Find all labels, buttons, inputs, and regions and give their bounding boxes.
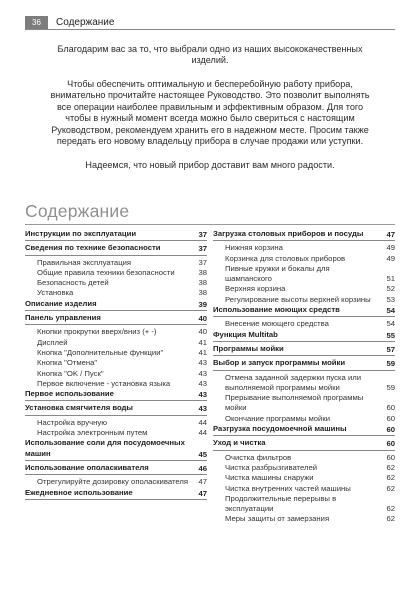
toc-entry-title: Инструкции по эксплуатации: [25, 229, 137, 238]
toc-entry-title: Программы мойки: [213, 343, 284, 353]
toc-subentry: [25, 428, 207, 438]
toc-chapter-entry: [25, 243, 207, 255]
toc-entry-page: 37: [198, 230, 207, 239]
toc-subentry: [25, 268, 207, 278]
toc-subentry: [25, 348, 207, 358]
toc-entry-title: Дисплей: [37, 337, 68, 347]
toc-entry-page: 62: [386, 514, 395, 524]
toc-chapter-entry: [25, 313, 207, 325]
header-section-title: Содержание: [56, 17, 115, 28]
toc-entry-title: Корзинка для столовых приборов: [225, 253, 346, 263]
toc-subentry: [25, 327, 207, 337]
toc-chapter-entry: [213, 358, 395, 370]
toc-subentry: [25, 477, 207, 487]
toc-entry-title: Очистка фильтров: [225, 452, 292, 462]
toc-subentry: [213, 319, 395, 329]
toc-entry-page: 38: [198, 267, 207, 277]
toc-entry-title: Кнопка "OK / Пуск": [37, 368, 104, 378]
toc-subentry: [213, 284, 395, 294]
toc-entry-page: 40: [198, 327, 207, 337]
toc-entry-title: Описание изделия: [25, 298, 97, 308]
toc-subentry: [25, 338, 207, 348]
toc-entry-title: Меры защиты от замерзания: [225, 514, 330, 524]
toc-entry-page: 54: [386, 319, 395, 329]
toc-entry-page: 47: [198, 477, 207, 487]
toc-entry-title: Установка смягчителя воды: [25, 403, 133, 413]
toc-entry-title: Регулирование высоты верхней корзины: [225, 294, 371, 304]
header-divider: [25, 29, 395, 30]
toc-subentry: [213, 453, 395, 463]
toc-entry-page: 43: [198, 390, 207, 400]
toc-subentry: [25, 288, 207, 298]
toc-entry-page: 51: [386, 274, 395, 284]
toc-subentry: [213, 243, 395, 253]
toc-entry-title: Настройка электронным путем: [37, 428, 148, 438]
toc-chapter-entry: [25, 299, 207, 311]
toc-entry-title: Установка: [37, 288, 74, 298]
toc-chapter-entry: [25, 488, 207, 500]
toc-entry-page: 37: [198, 244, 207, 254]
toc-subentry: [213, 473, 395, 483]
toc-chapter-entry: [25, 463, 207, 475]
toc-entry-page: 43: [198, 404, 207, 414]
toc-entry-page: 55: [386, 330, 395, 340]
toc-entry-page: 49: [386, 243, 395, 253]
toc-entry-page: 38: [198, 288, 207, 298]
toc-entry-title: Продолжительные перерывы в эксплуатации: [225, 493, 337, 514]
toc-entry-page: 60: [386, 425, 395, 435]
toc-entry-title: Кнопка "Дополнительные функции": [37, 347, 164, 357]
toc-chapter-entry: [213, 229, 395, 241]
toc-chapter-entry: [213, 424, 395, 436]
intro-paragraph-instructions: Чтобы обеспечить оптимальную и бесперебойную работу прибора, внимательно прочитайте настоящее Руководство. Это позволит выполнять все операции наиболее правильным и эффективным образом. Для того чтобы в нужный момент всегда можно было свериться с настоящим Руководством, рекомендуем хранить его в надежном месте. Просим также передать его новому владельцу прибора в случае продажи или уступки.: [50, 79, 370, 147]
toc-subentry: [25, 418, 207, 428]
toc-entry-page: 52: [386, 284, 395, 294]
toc-entry-page: 57: [386, 344, 395, 354]
toc-entry-page: 59: [386, 382, 395, 392]
toc-chapter-entry: [213, 344, 395, 356]
toc-entry-title: Отрегулируйте дозировку ополаскивателя: [37, 477, 189, 487]
toc-entry-title: Чистка машины снаружи: [225, 473, 314, 483]
toc-entry-title: Окончание программы мойки: [225, 413, 330, 423]
toc-entry-page: 38: [198, 278, 207, 288]
toc-entry-title: Чистка внутренних частей машины: [225, 483, 351, 493]
toc-subentry: [25, 258, 207, 268]
toc-entry-title: Кнопки прокрутки вверх/вниз (+ -): [37, 327, 157, 337]
toc-entry-title: Сведения по технике безопасности: [25, 243, 161, 253]
toc-entry-page: 40: [198, 314, 207, 324]
toc-entry-title: Использование моющих средств: [213, 305, 340, 315]
toc-entry-page: 41: [198, 347, 207, 357]
toc-entry-page: 62: [386, 504, 395, 514]
toc-entry-page: 60: [386, 452, 395, 462]
toc-entry-title: Разгрузка посудомоечной машины: [213, 424, 347, 434]
toc-entry-title: Нижняя корзина: [225, 243, 283, 253]
toc-entry-page: 37: [198, 257, 207, 267]
toc-column-left: [25, 229, 207, 502]
toc-subentry: [213, 264, 395, 285]
toc-entry-page: 60: [386, 413, 395, 423]
toc-subentry: [213, 373, 395, 394]
toc-subentry: [213, 463, 395, 473]
toc-entry-page: 41: [198, 337, 207, 347]
toc-entry-page: 39: [198, 299, 207, 309]
toc-entry-page: 53: [386, 294, 395, 304]
toc-subentry: [213, 393, 395, 414]
toc-entry-page: 49: [386, 253, 395, 263]
toc-entry-title: Верхняя корзина: [225, 284, 286, 294]
toc-chapter-entry: [25, 389, 207, 401]
toc-chapter-entry: [25, 438, 207, 461]
toc-entry-page: 62: [386, 473, 395, 483]
page-number: 36: [25, 16, 48, 29]
toc-entry-page: 43: [198, 368, 207, 378]
toc-entry-page: 60: [386, 439, 395, 449]
page-header: [25, 16, 395, 29]
toc-entry-title: Безопасность детей: [37, 278, 109, 288]
toc-entry-title: Ежедневное использование: [25, 487, 133, 497]
toc-entry-page: 62: [386, 483, 395, 493]
toc-entry-title: Пивные кружки и бокалы для шампанского: [225, 263, 330, 284]
toc-subentry: [25, 358, 207, 368]
toc-subentry: [25, 379, 207, 389]
toc-entry-title: Отмена заданной задержки пуска или выполняемой программы мойки: [225, 372, 362, 392]
toc-entry-title: Правильная эксплуатация: [37, 257, 132, 267]
toc-entry-page: 43: [198, 378, 207, 388]
toc-entry-page: 47: [198, 488, 207, 498]
toc-entry-page: 43: [198, 358, 207, 368]
toc-subentry: [213, 254, 395, 264]
toc-entry-page: 54: [386, 306, 395, 316]
toc-entry-page: 45: [198, 449, 207, 459]
toc-entry-page: 44: [198, 428, 207, 438]
toc-entry-page: 44: [198, 417, 207, 427]
toc-subentry: [25, 369, 207, 379]
toc-entry-title: Кнопка "Отмена": [37, 358, 98, 368]
toc-entry-title: Первое использование: [25, 389, 114, 399]
toc-subentry: [213, 514, 395, 524]
toc-entry-title: Внесение моющего средства: [225, 319, 329, 329]
toc-subentry: [213, 484, 395, 494]
toc-title: Содержание: [25, 201, 130, 221]
toc-entry-title: Общие правила техники безопасности: [37, 267, 175, 277]
toc-entry-title: Прерывание выполняемой программы мойки: [225, 393, 364, 413]
toc-chapter-entry: [25, 403, 207, 415]
toc-chapter-entry: [25, 229, 207, 241]
toc-chapter-entry: [213, 305, 395, 317]
toc-entry-title: Выбор и запуск программы мойки: [213, 358, 346, 368]
toc-entry-title: Функция Multitab: [213, 329, 278, 339]
toc-entry-page: 59: [386, 359, 395, 369]
intro-paragraph-thanks: Благодарим вас за то, что выбрали одно из наших высококачественных изделий.: [57, 44, 363, 66]
toc-title-divider: [25, 224, 395, 225]
toc-entry-title: Чистка разбрызгивателей: [225, 462, 318, 472]
toc-entry-title: Панель управления: [25, 313, 101, 323]
toc-entry-page: 62: [386, 462, 395, 472]
toc-entry-title: Уход и чистка: [213, 438, 266, 448]
toc-subentry: [213, 295, 395, 305]
toc-entry-title: Настройка вручную: [37, 417, 107, 427]
toc-entry-page: 60: [386, 403, 395, 413]
intro-paragraph-wishes: Надеемся, что новый прибор доставит вам много радости.: [85, 160, 335, 170]
toc-entry-title: Использование ополаскивателя: [25, 462, 149, 472]
toc-entry-page: 46: [198, 463, 207, 473]
toc-entry-title: Использование соли для посудомоечных машин: [25, 438, 185, 458]
toc-column-right: [213, 229, 395, 525]
toc-entry-title: Первое включение - установка языка: [37, 378, 171, 388]
toc-subentry: [25, 278, 207, 288]
toc-subentry: [213, 414, 395, 424]
toc-entry-page: 47: [386, 230, 395, 239]
toc-subentry: [213, 494, 395, 515]
toc-chapter-entry: [213, 330, 395, 342]
toc-entry-title: Загрузка столовых приборов и посуды: [213, 229, 364, 238]
toc-chapter-entry: [213, 438, 395, 450]
